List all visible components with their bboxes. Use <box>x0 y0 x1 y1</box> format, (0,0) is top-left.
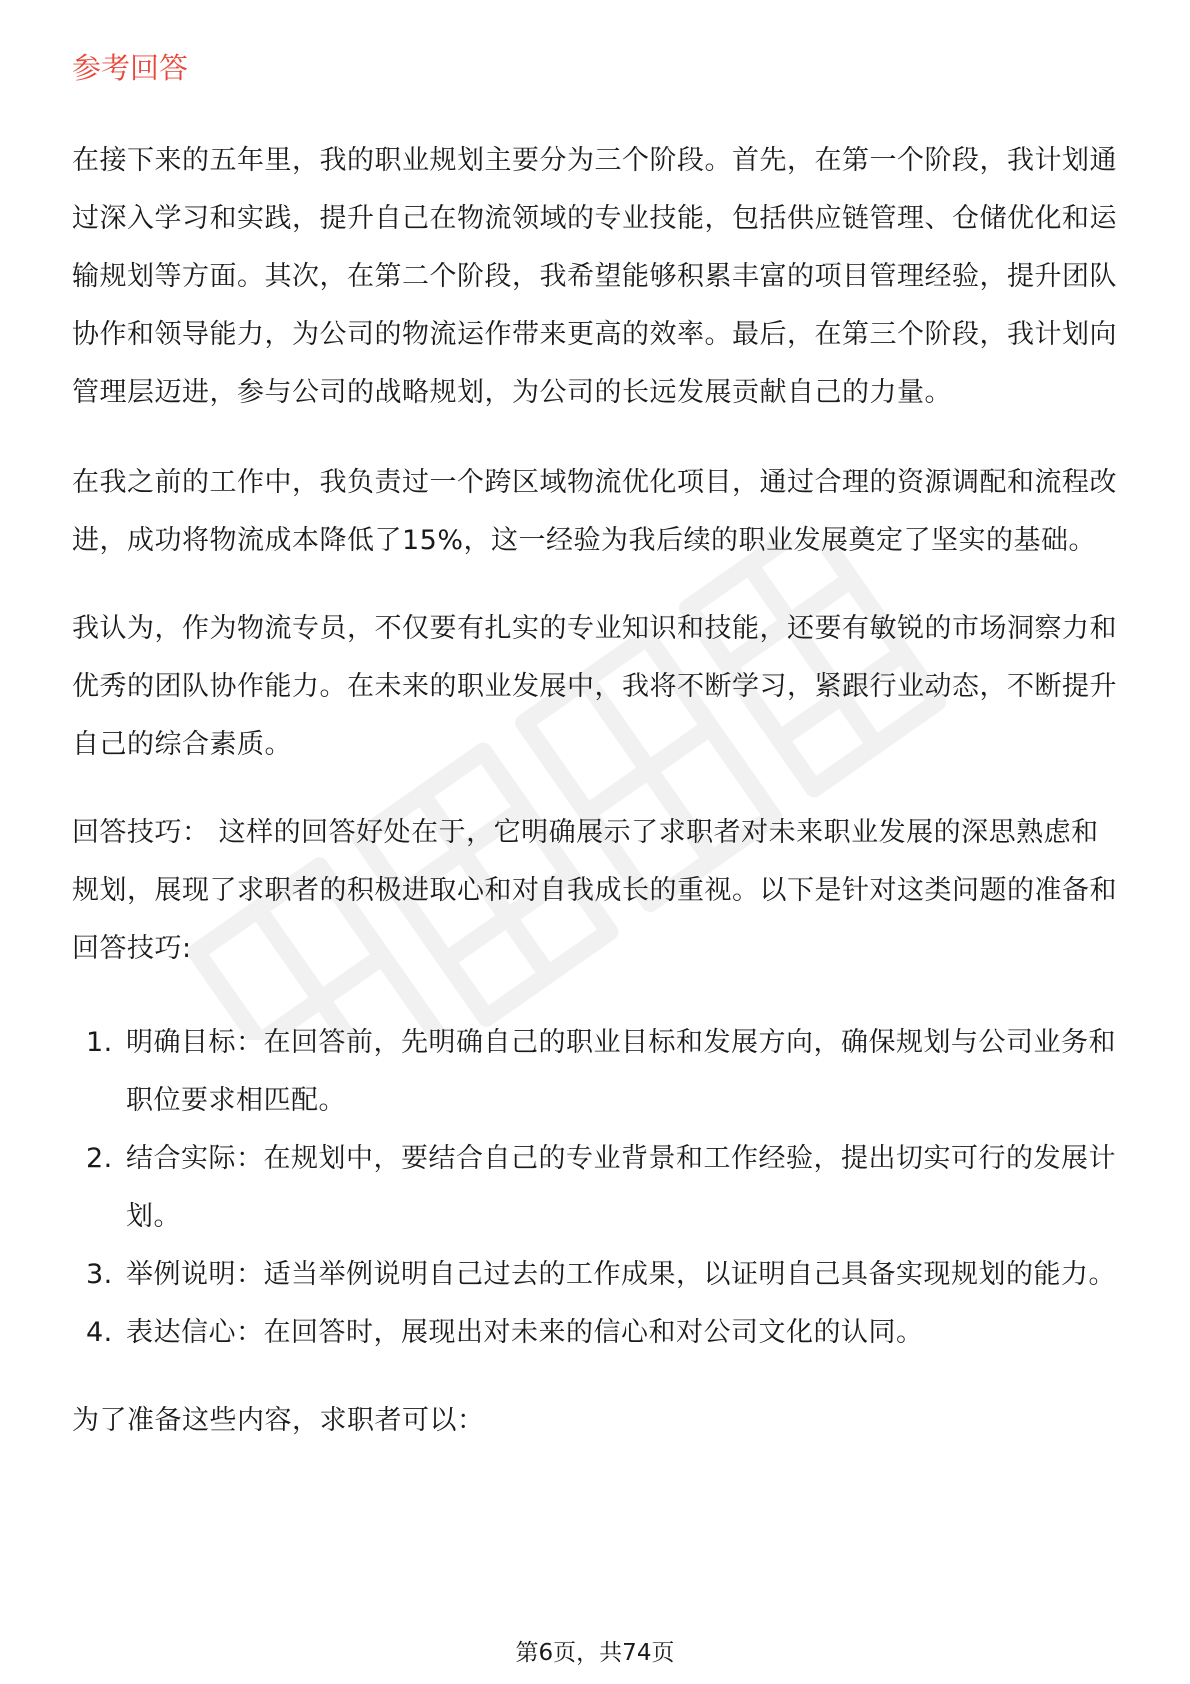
preparation-paragraph: 为了准备这些内容，求职者可以： <box>72 1405 485 1436</box>
answer-paragraph-opinion: 我认为，作为物流专员，不仅要有扎实的专业知识和技能，还要有敏锐的市场洞察力和优秀的团队协作能力。在未来的职业发展中，我将不断学习，紧跟行业动态，不断提升自己的综合素质。 <box>72 613 1117 760</box>
list-item-number: 3. <box>86 1259 113 1290</box>
list-item-text: 表达信心：在回答时，展现出对未来的信心和对公司文化的认同。 <box>126 1317 924 1348</box>
list-item <box>72 1130 1122 1246</box>
answer-paragraph-plan: 在接下来的五年里，我的职业规划主要分为三个阶段。首先，在第一个阶段，我计划通过深入学习和实践，提升自己在物流领域的专业技能，包括供应链管理、仓储优化和运输规划等方面。其次，在第二个阶段，我希望能够积累丰富的项目管理经验，提升团队协作和领导能力，为公司的物流运作带来更高的效率。最后，在第三个阶段，我计划向管理层迈进，参与公司的战略规划，为公司的长远发展贡献自己的力量。 <box>72 145 1117 408</box>
list-item-number: 1. <box>86 1027 113 1058</box>
list-item-text: 举例说明：适当举例说明自己过去的工作成果，以证明自己具备实现规划的能力。 <box>126 1259 1116 1290</box>
list-item-number: 4. <box>86 1317 113 1348</box>
list-item <box>72 1246 1122 1304</box>
section-title: 参考回答 <box>72 51 189 85</box>
list-item-number: 2. <box>86 1143 113 1174</box>
tips-intro-paragraph: 回答技巧： 这样的回答好处在于，它明确展示了求职者对未来职业发展的深思熟虑和规划，展现了求职者的积极进取心和对自我成长的重视。以下是针对这类问题的准备和回答技巧: <box>72 817 1117 964</box>
answer-paragraph-experience: 在我之前的工作中，我负责过一个跨区域物流优化项目，通过合理的资源调配和流程改进，成功将物流成本降低了15%，这一经验为我后续的职业发展奠定了坚实的基础。 <box>72 467 1117 556</box>
list-item <box>72 1304 1122 1362</box>
list-item <box>72 1014 1122 1130</box>
list-item-text: 明确目标：在回答前，先明确自己的职业目标和发展方向，确保规划与公司业务和职位要求相匹配。 <box>126 1027 1116 1116</box>
list-item-text: 结合实际：在规划中，要结合自己的专业背景和工作经验，提出切实可行的发展计划。 <box>126 1143 1116 1232</box>
document-body <box>72 48 1122 1450</box>
page-number-footer: 第6页，共74页 <box>515 1640 675 1666</box>
tips-list <box>72 1014 1122 1362</box>
